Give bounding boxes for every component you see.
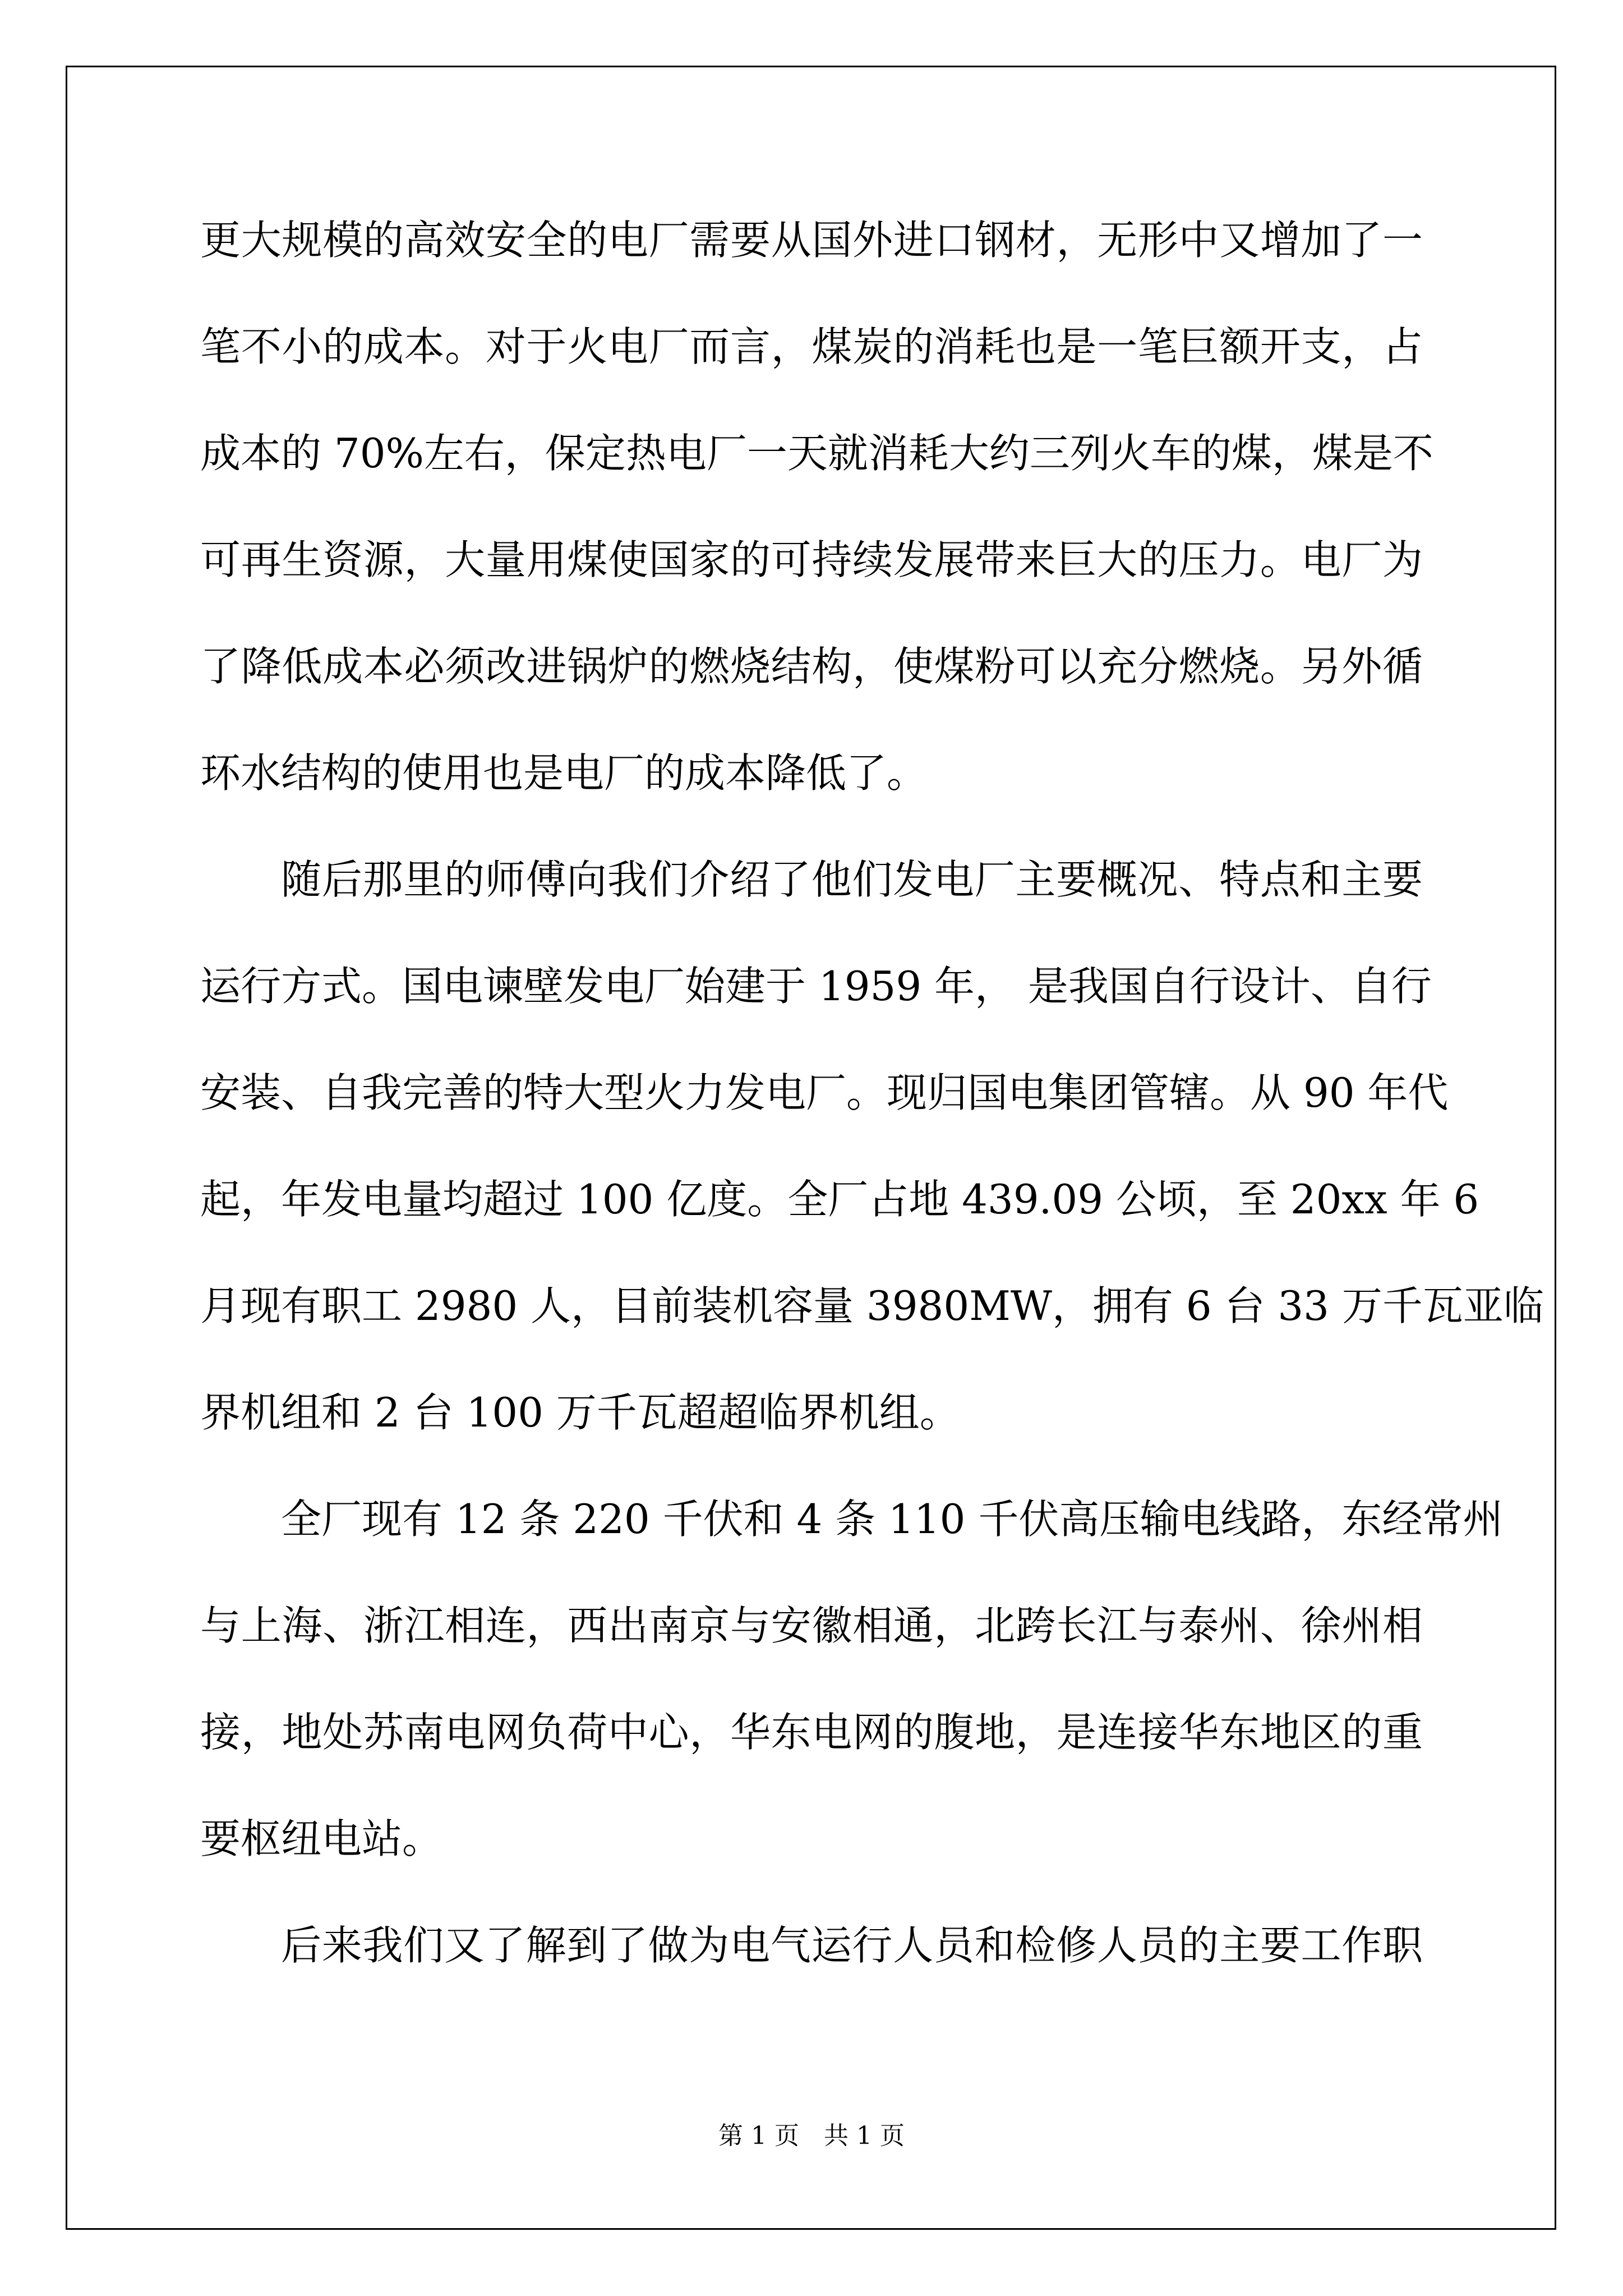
text-line: 随后那里的师傅向我们介绍了他们发电厂主要概况、特点和主要	[281, 856, 1423, 903]
text-line: 界机组和 2 台 100 万千瓦超超临界机组。	[200, 1389, 960, 1436]
text-line: 月现有职工 2980 人，目前装机容量 3980MW，拥有 6 台 33 万千瓦亚临	[200, 1282, 1544, 1329]
text-line: 可再生资源，大量用煤使国家的可持续发展带来巨大的压力。电厂为	[200, 536, 1423, 583]
text-line: 后来我们又了解到了做为电气运行人员和检修人员的主要工作职	[281, 1922, 1423, 1969]
text-line: 接，地处苏南电网负荷中心，华东电网的腹地，是连接华东地区的重	[200, 1709, 1423, 1756]
text-line: 笔不小的成本。对于火电厂而言，煤炭的消耗也是一笔巨额开支，占	[200, 323, 1423, 370]
text-line: 要枢纽电站。	[200, 1815, 443, 1862]
text-line: 与上海、浙江相连，西出南京与安徽相通，北跨长江与泰州、徐州相	[200, 1602, 1423, 1649]
text-line: 安装、自我完善的特大型火力发电厂。现归国电集团管辖。从 90 年代	[200, 1069, 1449, 1116]
text-line: 更大规模的高效安全的电厂需要从国外进口钢材，无形中又增加了一	[200, 217, 1423, 264]
page-footer: 第 1 页 共 1 页	[718, 2122, 905, 2150]
page-border	[66, 66, 1556, 2230]
text-line: 起，年发电量均超过 100 亿度。全厂占地 439.09 公顷，至 20xx 年 6	[200, 1176, 1479, 1223]
text-line: 全厂现有 12 条 220 千伏和 4 条 110 千伏高压输电线路，东经常州	[281, 1496, 1504, 1543]
text-line: 运行方式。国电谏壁发电厂始建于 1959 年， 是我国自行设计、自行	[200, 963, 1432, 1010]
text-line: 了降低成本必须改进锅炉的燃烧结构，使煤粉可以充分燃烧。另外循	[200, 643, 1423, 690]
text-line: 成本的 70%左右，保定热电厂一天就消耗大约三列火车的煤，煤是不	[200, 430, 1433, 477]
text-line: 环水结构的使用也是电厂的成本降低了。	[200, 749, 928, 797]
